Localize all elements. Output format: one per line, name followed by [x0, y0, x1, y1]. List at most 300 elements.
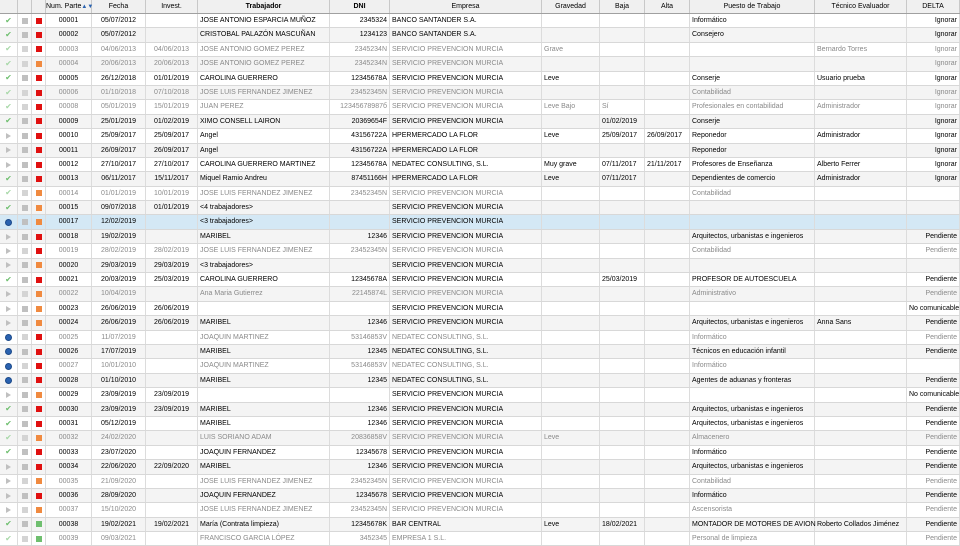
cell-trabajador[interactable]: JOSE LUIS FERNANDEZ JIMENEZ [198, 503, 330, 516]
cell-dni[interactable]: 53146853V [330, 359, 390, 372]
cell-num-parte[interactable]: 00012 [46, 158, 92, 171]
cell-trabajador[interactable]: JUAN PEREZ [198, 100, 330, 113]
cell-gravedad[interactable] [542, 244, 600, 257]
row-state-cell[interactable] [0, 446, 18, 459]
row-state-cell[interactable] [0, 388, 18, 401]
cell-tecnico[interactable] [815, 403, 907, 416]
table-row[interactable] [0, 230, 960, 244]
table-row[interactable] [0, 215, 960, 229]
cell-fecha[interactable]: 09/03/2021 [92, 532, 146, 545]
cell-delta[interactable]: Ignorar [907, 115, 960, 128]
cell-dni[interactable]: 12346 [330, 230, 390, 243]
row-state-cell[interactable] [0, 417, 18, 430]
cell-tecnico[interactable] [815, 259, 907, 272]
cell-invest[interactable] [146, 374, 198, 387]
cell-delta[interactable]: Pendiente [907, 532, 960, 545]
cell-puesto[interactable]: Profesores de Enseñanza [690, 158, 815, 171]
cell-trabajador[interactable]: JOSE LUIS FERNANDEZ JIMENEZ [198, 86, 330, 99]
cell-delta[interactable]: Pendiente [907, 345, 960, 358]
cell-invest[interactable] [146, 287, 198, 300]
table-row[interactable] [0, 403, 960, 417]
cell-trabajador[interactable]: CAROLINA GUERRERO MARTINEZ [198, 158, 330, 171]
cell-fecha[interactable]: 10/04/2019 [92, 287, 146, 300]
cell-alta[interactable] [645, 172, 690, 185]
cell-fecha[interactable]: 19/02/2019 [92, 230, 146, 243]
cell-tecnico[interactable]: Usuario prueba [815, 72, 907, 85]
cell-baja[interactable]: 07/11/2017 [600, 158, 645, 171]
cell-num-parte[interactable]: 00025 [46, 331, 92, 344]
cell-dni[interactable]: 12346 [330, 460, 390, 473]
row-state-cell[interactable] [0, 331, 18, 344]
cell-invest[interactable] [146, 345, 198, 358]
cell-num-parte[interactable]: 00035 [46, 475, 92, 488]
cell-alta[interactable] [645, 388, 690, 401]
cell-delta[interactable]: Pendiente [907, 230, 960, 243]
table-row[interactable] [0, 14, 960, 28]
cell-puesto[interactable]: Técnicos en educación infantil [690, 345, 815, 358]
cell-alta[interactable] [645, 244, 690, 257]
cell-dni[interactable] [330, 201, 390, 214]
cell-empresa[interactable]: EMPRESA 1 S.L. [390, 532, 542, 545]
cell-gravedad[interactable] [542, 259, 600, 272]
cell-num-parte[interactable]: 00030 [46, 403, 92, 416]
row-state-cell[interactable] [0, 215, 18, 228]
row-state-cell[interactable] [0, 374, 18, 387]
cell-invest[interactable]: 10/01/2019 [146, 187, 198, 200]
cell-empresa[interactable]: SERVICIO PREVENCION MURCIA [390, 388, 542, 401]
cell-puesto[interactable]: Contabilidad [690, 475, 815, 488]
cell-empresa[interactable]: SERVICIO PREVENCION MURCIA [390, 259, 542, 272]
cell-tecnico[interactable] [815, 359, 907, 372]
cell-invest[interactable] [146, 475, 198, 488]
cell-alta[interactable] [645, 144, 690, 157]
cell-tecnico[interactable]: Alberto Ferrer [815, 158, 907, 171]
cell-num-parte[interactable]: 00029 [46, 388, 92, 401]
cell-fecha[interactable]: 20/06/2013 [92, 57, 146, 70]
cell-dni[interactable]: 12345678 [330, 446, 390, 459]
cell-num-parte[interactable]: 00024 [46, 316, 92, 329]
cell-trabajador[interactable]: JOAQUIN MARTINEZ [198, 359, 330, 372]
cell-empresa[interactable]: BANCO SANTANDER S.A. [390, 28, 542, 41]
cell-trabajador[interactable]: <3 trabajadores> [198, 215, 330, 228]
cell-baja[interactable] [600, 460, 645, 473]
cell-baja[interactable] [600, 187, 645, 200]
cell-fecha[interactable]: 25/01/2019 [92, 115, 146, 128]
cell-baja[interactable] [600, 230, 645, 243]
cell-alta[interactable] [645, 259, 690, 272]
cell-trabajador[interactable]: MARIBEL [198, 316, 330, 329]
cell-gravedad[interactable] [542, 187, 600, 200]
cell-dni[interactable]: 2345234N [330, 43, 390, 56]
cell-empresa[interactable]: SERVICIO PREVENCION MURCIA [390, 273, 542, 286]
cell-invest[interactable]: 25/03/2019 [146, 273, 198, 286]
cell-trabajador[interactable]: XIMO CONSELL LAIRON [198, 115, 330, 128]
table-row[interactable] [0, 532, 960, 546]
cell-baja[interactable] [600, 403, 645, 416]
cell-invest[interactable]: 19/02/2021 [146, 518, 198, 531]
row-state-cell[interactable] [0, 100, 18, 113]
cell-trabajador[interactable]: MARIBEL [198, 403, 330, 416]
cell-baja[interactable] [600, 532, 645, 545]
cell-fecha[interactable]: 05/01/2019 [92, 100, 146, 113]
cell-gravedad[interactable] [542, 144, 600, 157]
cell-alta[interactable] [645, 14, 690, 27]
cell-dni[interactable]: 20369654F [330, 115, 390, 128]
cell-num-parte[interactable]: 00015 [46, 201, 92, 214]
cell-alta[interactable] [645, 431, 690, 444]
cell-delta[interactable]: Pendiente [907, 518, 960, 531]
cell-trabajador[interactable]: JOAQUIN FERNANDEZ [198, 489, 330, 502]
cell-gravedad[interactable]: Leve Bajo [542, 100, 600, 113]
row-state-cell[interactable] [0, 86, 18, 99]
cell-alta[interactable] [645, 215, 690, 228]
cell-num-parte[interactable]: 00034 [46, 460, 92, 473]
cell-trabajador[interactable]: JOAQUIN FERNANDEZ [198, 446, 330, 459]
cell-puesto[interactable]: Arquitectos, urbanistas e ingenieros [690, 417, 815, 430]
cell-puesto[interactable]: Contabilidad [690, 187, 815, 200]
cell-delta[interactable]: Pendiente [907, 489, 960, 502]
cell-gravedad[interactable] [542, 302, 600, 315]
cell-gravedad[interactable]: Leve [542, 72, 600, 85]
cell-delta[interactable]: Ignorar [907, 57, 960, 70]
row-state-cell[interactable] [0, 187, 18, 200]
cell-num-parte[interactable]: 00009 [46, 115, 92, 128]
cell-fecha[interactable]: 20/03/2019 [92, 273, 146, 286]
row-state-cell[interactable] [0, 230, 18, 243]
cell-dni[interactable]: 23452345N [330, 187, 390, 200]
row-state-cell[interactable] [0, 503, 18, 516]
cell-baja[interactable] [600, 201, 645, 214]
cell-dni[interactable]: 23452345N [330, 503, 390, 516]
cell-num-parte[interactable]: 00020 [46, 259, 92, 272]
cell-fecha[interactable]: 06/11/2017 [92, 172, 146, 185]
cell-tecnico[interactable]: Anna Sans [815, 316, 907, 329]
cell-empresa[interactable]: SERVICIO PREVENCION MURCIA [390, 302, 542, 315]
row-state-cell[interactable] [0, 489, 18, 502]
cell-fecha[interactable]: 23/09/2019 [92, 388, 146, 401]
cell-num-parte[interactable]: 00033 [46, 446, 92, 459]
table-row[interactable] [0, 489, 960, 503]
cell-delta[interactable]: Pendiente [907, 316, 960, 329]
cell-tecnico[interactable] [815, 431, 907, 444]
cell-puesto[interactable]: Arquitectos, urbanistas e ingenieros [690, 460, 815, 473]
cell-dni[interactable] [330, 388, 390, 401]
cell-tecnico[interactable] [815, 374, 907, 387]
cell-alta[interactable] [645, 273, 690, 286]
cell-baja[interactable] [600, 72, 645, 85]
cell-baja[interactable]: 18/02/2021 [600, 518, 645, 531]
cell-tecnico[interactable] [815, 345, 907, 358]
cell-delta[interactable]: Pendiente [907, 417, 960, 430]
cell-num-parte[interactable]: 00028 [46, 374, 92, 387]
cell-dni[interactable]: 23452345N [330, 244, 390, 257]
row-state-cell[interactable] [0, 57, 18, 70]
cell-puesto[interactable]: Arquitectos, urbanistas e ingenieros [690, 230, 815, 243]
cell-empresa[interactable]: NEDATEC CONSULTING, S.L. [390, 158, 542, 171]
cell-delta[interactable] [907, 359, 960, 372]
cell-invest[interactable]: 15/01/2019 [146, 100, 198, 113]
table-row[interactable] [0, 172, 960, 186]
cell-alta[interactable] [645, 201, 690, 214]
cell-alta[interactable] [645, 403, 690, 416]
cell-gravedad[interactable] [542, 403, 600, 416]
cell-alta[interactable] [645, 28, 690, 41]
cell-puesto[interactable]: Informático [690, 489, 815, 502]
table-row[interactable] [0, 43, 960, 57]
cell-alta[interactable] [645, 316, 690, 329]
row-state-cell[interactable] [0, 129, 18, 142]
cell-empresa[interactable]: SERVICIO PREVENCION MURCIA [390, 43, 542, 56]
cell-empresa[interactable]: SERVICIO PREVENCION MURCIA [390, 417, 542, 430]
cell-empresa[interactable]: SERVICIO PREVENCION MURCIA [390, 446, 542, 459]
table-row[interactable] [0, 518, 960, 532]
header-puesto[interactable]: Puesto de Trabajo [690, 0, 815, 13]
cell-dni[interactable] [330, 215, 390, 228]
cell-empresa[interactable]: SERVICIO PREVENCION MURCIA [390, 72, 542, 85]
cell-fecha[interactable]: 15/10/2020 [92, 503, 146, 516]
cell-alta[interactable] [645, 72, 690, 85]
cell-tecnico[interactable] [815, 215, 907, 228]
cell-gravedad[interactable]: Leve [542, 172, 600, 185]
header-alta[interactable]: Alta [645, 0, 690, 13]
cell-puesto[interactable]: MONTADOR DE MOTORES DE AVION [690, 518, 815, 531]
cell-invest[interactable]: 20/06/2013 [146, 57, 198, 70]
cell-num-parte[interactable]: 00032 [46, 431, 92, 444]
cell-baja[interactable] [600, 14, 645, 27]
cell-baja[interactable] [600, 388, 645, 401]
cell-baja[interactable] [600, 417, 645, 430]
cell-empresa[interactable]: SERVICIO PREVENCION MURCIA [390, 489, 542, 502]
cell-fecha[interactable]: 23/07/2020 [92, 446, 146, 459]
cell-trabajador[interactable]: Angel [198, 144, 330, 157]
table-row[interactable] [0, 388, 960, 402]
cell-empresa[interactable]: HPERMERCADO LA FLOR [390, 129, 542, 142]
cell-delta[interactable]: Ignorar [907, 100, 960, 113]
cell-trabajador[interactable]: Ana Maria Gutierrez [198, 287, 330, 300]
cell-puesto[interactable]: Personal de limpieza [690, 532, 815, 545]
cell-puesto[interactable]: Arquitectos, urbanistas e ingenieros [690, 316, 815, 329]
cell-num-parte[interactable]: 00026 [46, 345, 92, 358]
cell-num-parte[interactable]: 00013 [46, 172, 92, 185]
cell-delta[interactable]: Ignorar [907, 72, 960, 85]
cell-gravedad[interactable] [542, 331, 600, 344]
row-state-cell[interactable] [0, 158, 18, 171]
cell-baja[interactable] [600, 345, 645, 358]
row-state-cell[interactable] [0, 345, 18, 358]
cell-fecha[interactable]: 09/07/2018 [92, 201, 146, 214]
cell-num-parte[interactable]: 00027 [46, 359, 92, 372]
cell-baja[interactable] [600, 287, 645, 300]
cell-num-parte[interactable]: 00010 [46, 129, 92, 142]
cell-gravedad[interactable] [542, 388, 600, 401]
cell-alta[interactable] [645, 115, 690, 128]
cell-fecha[interactable]: 24/02/2020 [92, 431, 146, 444]
cell-puesto[interactable]: Contabilidad [690, 244, 815, 257]
cell-puesto[interactable] [690, 57, 815, 70]
cell-empresa[interactable]: NEDATEC CONSULTING, S.L. [390, 331, 542, 344]
cell-alta[interactable] [645, 331, 690, 344]
cell-delta[interactable]: No comunicable [907, 388, 960, 401]
cell-dni[interactable]: 20836858V [330, 431, 390, 444]
cell-gravedad[interactable]: Leve [542, 129, 600, 142]
cell-gravedad[interactable]: Leve [542, 431, 600, 444]
cell-dni[interactable]: 12345 [330, 345, 390, 358]
cell-invest[interactable] [146, 532, 198, 545]
cell-puesto[interactable]: PROFESOR DE AUTOESCUELA [690, 273, 815, 286]
cell-empresa[interactable]: HPERMERCADO LA FLOR [390, 172, 542, 185]
cell-num-parte[interactable]: 00017 [46, 215, 92, 228]
cell-num-parte[interactable]: 00037 [46, 503, 92, 516]
row-state-cell[interactable] [0, 14, 18, 27]
table-row[interactable] [0, 287, 960, 301]
cell-baja[interactable]: 07/11/2017 [600, 172, 645, 185]
cell-dni[interactable]: 12345678A [330, 158, 390, 171]
cell-puesto[interactable]: Informático [690, 14, 815, 27]
cell-baja[interactable] [600, 302, 645, 315]
table-row[interactable] [0, 28, 960, 42]
cell-trabajador[interactable] [198, 302, 330, 315]
cell-gravedad[interactable] [542, 215, 600, 228]
cell-empresa[interactable]: SERVICIO PREVENCION MURCIA [390, 230, 542, 243]
cell-tecnico[interactable] [815, 244, 907, 257]
cell-invest[interactable]: 26/09/2017 [146, 144, 198, 157]
cell-baja[interactable] [600, 331, 645, 344]
cell-puesto[interactable] [690, 302, 815, 315]
table-row[interactable] [0, 345, 960, 359]
cell-invest[interactable]: 27/10/2017 [146, 158, 198, 171]
cell-invest[interactable]: 23/09/2019 [146, 403, 198, 416]
cell-alta[interactable] [645, 287, 690, 300]
cell-trabajador[interactable]: LUIS SORIANO ADAM [198, 431, 330, 444]
cell-puesto[interactable]: Arquitectos, urbanistas e ingenieros [690, 403, 815, 416]
cell-alta[interactable] [645, 460, 690, 473]
cell-empresa[interactable]: SERVICIO PREVENCION MURCIA [390, 403, 542, 416]
cell-delta[interactable]: Pendiente [907, 244, 960, 257]
cell-delta[interactable]: Ignorar [907, 86, 960, 99]
cell-empresa[interactable]: NEDATEC CONSULTING, S.L. [390, 374, 542, 387]
row-state-cell[interactable] [0, 287, 18, 300]
cell-empresa[interactable]: SERVICIO PREVENCION MURCIA [390, 57, 542, 70]
cell-invest[interactable]: 25/09/2017 [146, 129, 198, 142]
row-state-cell[interactable] [0, 431, 18, 444]
cell-delta[interactable]: Ignorar [907, 14, 960, 27]
cell-empresa[interactable]: SERVICIO PREVENCION MURCIA [390, 86, 542, 99]
cell-puesto[interactable]: Ascensorista [690, 503, 815, 516]
cell-trabajador[interactable]: FRANCISCO GARCIA LÓPEZ [198, 532, 330, 545]
cell-gravedad[interactable] [542, 14, 600, 27]
cell-fecha[interactable]: 10/01/2010 [92, 359, 146, 372]
cell-delta[interactable]: Pendiente [907, 331, 960, 344]
cell-tecnico[interactable] [815, 503, 907, 516]
cell-trabajador[interactable]: CAROLINA GUERRERO [198, 273, 330, 286]
cell-alta[interactable] [645, 503, 690, 516]
row-state-cell[interactable] [0, 403, 18, 416]
cell-alta[interactable] [645, 417, 690, 430]
cell-empresa[interactable]: NEDATEC CONSULTING, S.L. [390, 359, 542, 372]
cell-delta[interactable]: Pendiente [907, 287, 960, 300]
cell-fecha[interactable]: 25/09/2017 [92, 129, 146, 142]
cell-fecha[interactable]: 26/12/2018 [92, 72, 146, 85]
cell-tecnico[interactable] [815, 388, 907, 401]
cell-alta[interactable]: 21/11/2017 [645, 158, 690, 171]
cell-baja[interactable] [600, 446, 645, 459]
header-delta[interactable]: DELTA [907, 0, 960, 13]
cell-invest[interactable] [146, 359, 198, 372]
cell-num-parte[interactable]: 00003 [46, 43, 92, 56]
header-baja[interactable]: Baja [600, 0, 645, 13]
cell-gravedad[interactable] [542, 86, 600, 99]
cell-trabajador[interactable]: JOSE LUIS FERNANDEZ JIMENEZ [198, 187, 330, 200]
row-state-cell[interactable] [0, 115, 18, 128]
row-state-cell[interactable] [0, 273, 18, 286]
cell-dni[interactable]: 22145874L [330, 287, 390, 300]
cell-delta[interactable]: Ignorar [907, 28, 960, 41]
cell-trabajador[interactable]: MARIBEL [198, 417, 330, 430]
cell-baja[interactable] [600, 374, 645, 387]
cell-invest[interactable] [146, 28, 198, 41]
cell-tecnico[interactable] [815, 446, 907, 459]
cell-fecha[interactable]: 28/02/2019 [92, 244, 146, 257]
cell-trabajador[interactable]: MARIBEL [198, 345, 330, 358]
cell-empresa[interactable]: SERVICIO PREVENCION MURCIA [390, 115, 542, 128]
cell-tecnico[interactable] [815, 273, 907, 286]
cell-fecha[interactable]: 01/01/2019 [92, 187, 146, 200]
table-row[interactable] [0, 86, 960, 100]
cell-tecnico[interactable] [815, 489, 907, 502]
cell-alta[interactable] [645, 57, 690, 70]
header-trabajador[interactable]: Trabajador [198, 0, 330, 13]
table-row[interactable] [0, 374, 960, 388]
table-row[interactable] [0, 115, 960, 129]
row-state-cell[interactable] [0, 316, 18, 329]
row-state-cell[interactable] [0, 302, 18, 315]
cell-tecnico[interactable] [815, 144, 907, 157]
cell-puesto[interactable]: Dependientes de comercio [690, 172, 815, 185]
cell-dni[interactable]: 12345678 [330, 489, 390, 502]
cell-delta[interactable] [907, 201, 960, 214]
table-row[interactable] [0, 331, 960, 345]
cell-trabajador[interactable]: JOSE ANTONIO GOMEZ PEREZ [198, 57, 330, 70]
table-row[interactable] [0, 259, 960, 273]
cell-alta[interactable] [645, 187, 690, 200]
cell-tecnico[interactable] [815, 230, 907, 243]
cell-empresa[interactable]: BANCO SANTANDER S.A. [390, 14, 542, 27]
cell-invest[interactable]: 01/01/2019 [146, 201, 198, 214]
row-state-cell[interactable] [0, 259, 18, 272]
cell-num-parte[interactable]: 00005 [46, 72, 92, 85]
cell-trabajador[interactable]: CAROLINA GUERRERO [198, 72, 330, 85]
cell-dni[interactable]: 3452345 [330, 532, 390, 545]
cell-fecha[interactable]: 22/06/2020 [92, 460, 146, 473]
cell-gravedad[interactable] [542, 287, 600, 300]
cell-delta[interactable]: Pendiente [907, 431, 960, 444]
header-icon-col[interactable] [0, 0, 18, 13]
cell-num-parte[interactable]: 00002 [46, 28, 92, 41]
cell-invest[interactable] [146, 489, 198, 502]
cell-baja[interactable] [600, 144, 645, 157]
cell-alta[interactable] [645, 532, 690, 545]
cell-dni[interactable]: 87451166H [330, 172, 390, 185]
row-state-cell[interactable] [0, 144, 18, 157]
header-invest[interactable]: Invest. [146, 0, 198, 13]
cell-gravedad[interactable] [542, 532, 600, 545]
cell-baja[interactable] [600, 359, 645, 372]
cell-dni[interactable]: 2345234N [330, 57, 390, 70]
cell-puesto[interactable]: Conserje [690, 72, 815, 85]
cell-trabajador[interactable]: María (Contrata limpieza) [198, 518, 330, 531]
row-state-cell[interactable] [0, 460, 18, 473]
cell-baja[interactable]: 25/03/2019 [600, 273, 645, 286]
